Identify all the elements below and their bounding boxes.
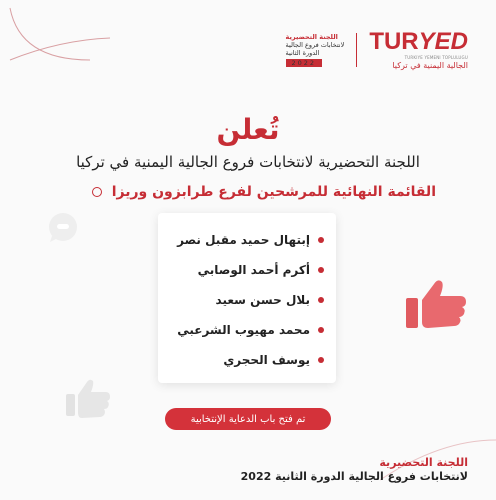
candidate-name: بلال حسن سعيد [215, 293, 310, 307]
bullet-icon [318, 357, 324, 363]
header-divider [356, 33, 357, 67]
footer-signature [241, 456, 468, 484]
campaign-open-button[interactable]: تم فتح باب الدعاية الإنتخابية [165, 408, 331, 430]
list-item [177, 315, 324, 345]
committee-line-1: اللجنة التحضيرية [285, 33, 338, 41]
brand-tur: TUR [369, 28, 419, 55]
candidates-card [158, 213, 336, 383]
committee-year: 2022 [286, 59, 323, 67]
announcement-title: تُعلن [216, 113, 280, 146]
list-item [177, 225, 324, 255]
list-item [177, 255, 324, 285]
bullet-icon [318, 327, 324, 333]
list-title-text: القائمة النهائية للمرشحين لفرع طرابزون وريزا [111, 184, 436, 200]
bullet-icon [318, 237, 324, 243]
bullet-icon [318, 267, 324, 273]
brand-tagline: TURKIYE YEMENI TOPLULUGU [404, 55, 468, 60]
candidate-name: أكرم أحمد الوصابي [197, 263, 310, 277]
brand-arabic: الجالية اليمنية في تركيا [392, 61, 468, 70]
chat-bubble-icon [46, 210, 80, 244]
announcement-subtitle: اللجنة التحضيرية لانتخابات فروع الجالية اليمنية في تركيا [76, 153, 420, 171]
footer-line-1: اللجنة التحضيرية [379, 456, 468, 469]
candidates-list-title [92, 184, 436, 200]
committee-logo [286, 33, 345, 67]
list-item [177, 285, 324, 315]
thumbs-up-outline-icon [64, 376, 112, 420]
footer-line-2: لانتخابات فروع الجالية الدورة الثانية 2022 [240, 470, 468, 483]
brand-yed: YED [418, 28, 468, 55]
committee-line-2: لانتخابات فروع الجالية [285, 41, 345, 49]
brand-name [369, 30, 468, 54]
bullet-icon [318, 297, 324, 303]
list-item [177, 345, 324, 375]
candidate-name: إبتهال حميد مقبل نصر [177, 233, 310, 247]
candidates-list [177, 225, 324, 375]
candidate-name: محمد مهيوب الشرعبي [177, 323, 310, 337]
ring-bullet-icon [92, 187, 102, 197]
candidate-name: يوسف الحجري [223, 353, 310, 367]
committee-line-3: الدورة الثانية [285, 49, 320, 57]
thumbs-up-icon [404, 276, 470, 332]
turyed-logo [369, 30, 468, 70]
header-logos [286, 30, 468, 70]
